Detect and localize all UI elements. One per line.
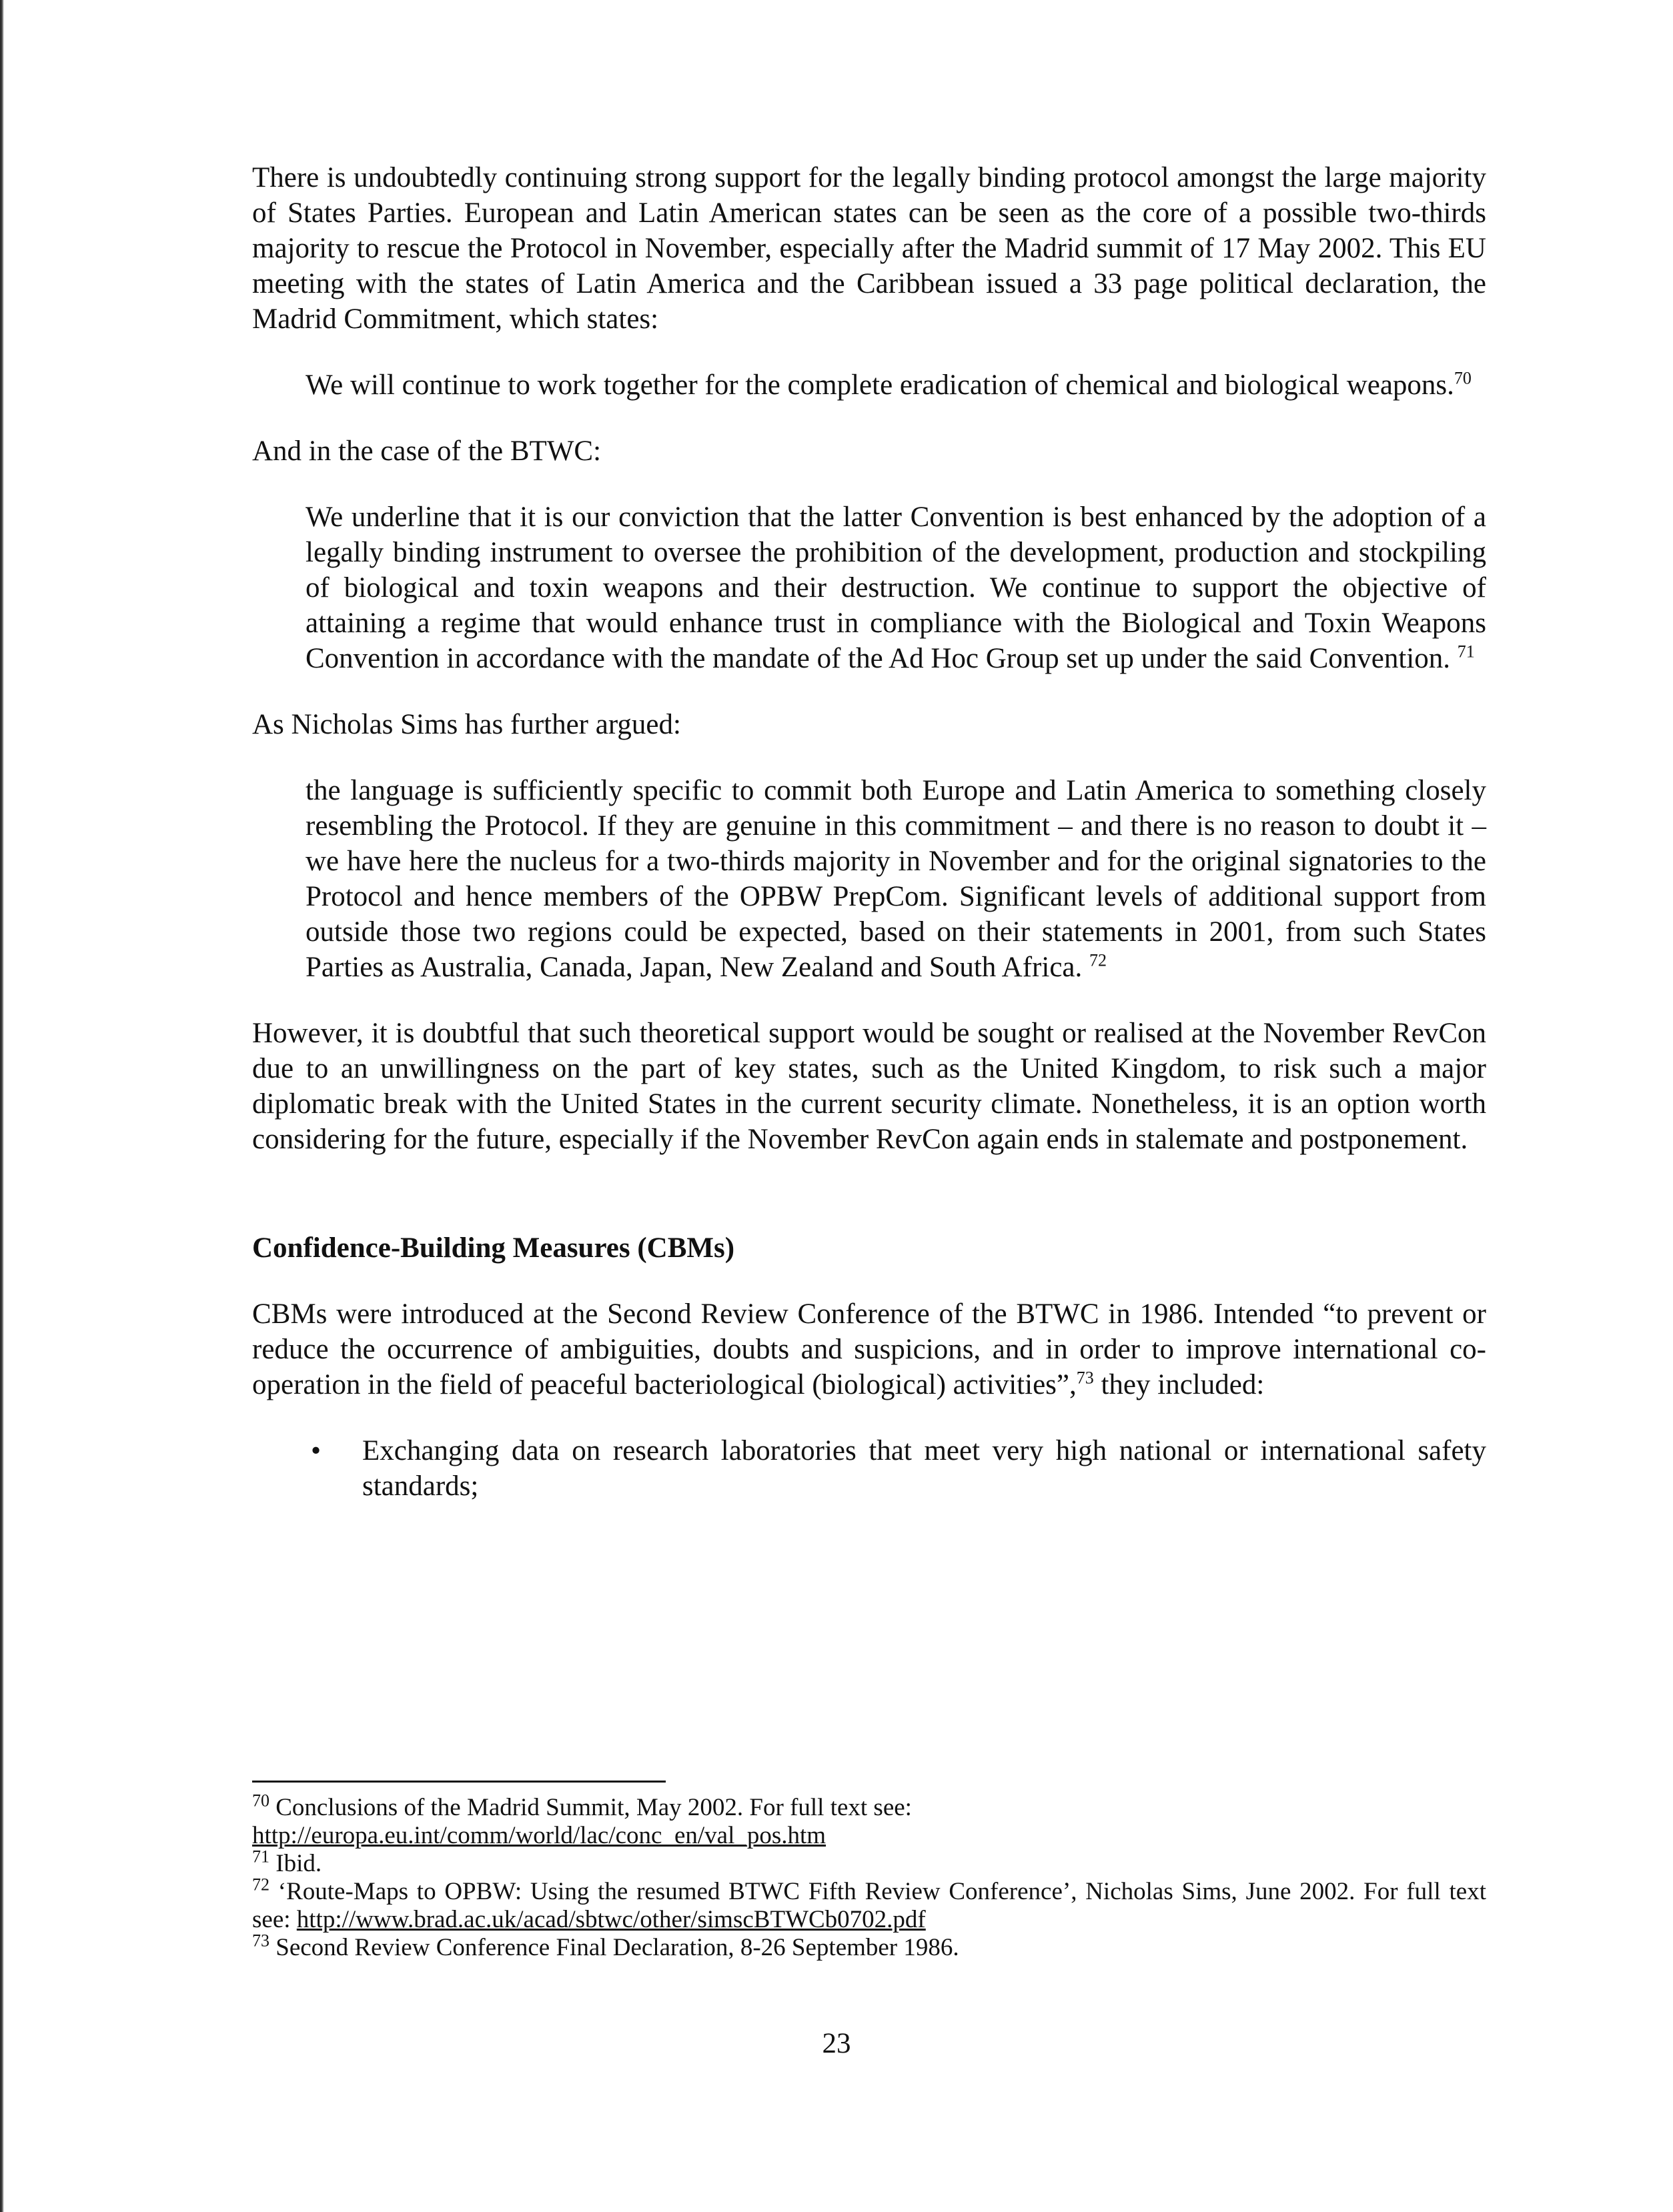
quote-btwc-conviction xyxy=(306,499,1486,676)
document-body xyxy=(252,160,1486,1504)
page-number: 23 xyxy=(822,2028,851,2059)
paragraph-text: As Nicholas Sims has further argued: xyxy=(252,709,681,740)
footnote-number: 71 xyxy=(252,1847,269,1867)
paragraph-text: And in the case of the BTWC: xyxy=(252,435,602,467)
footnote-divider xyxy=(252,1781,666,1783)
footnote-text: ‘Route-Maps to OPBW: Using the resumed BTWC Fifth Review Conference’, Nicholas Sims, June 2002. For full text see: xyxy=(252,1878,1486,1933)
footnote-70 xyxy=(252,1791,1486,1850)
footnotes xyxy=(252,1791,1486,1962)
footnote-ref-73[interactable]: 73 xyxy=(1076,1368,1094,1388)
quote-text: the language is sufficiently specific to commit both Europe and Latin America to something closely resembling the Protocol. If they are genuine in this commitment – and there is no reason to doubt it – we have here the nucleus for a two-thirds majority in November and for the original signatories to the Protocol and hence members of the OPBW PrepCom. Significant levels of additional support from outside those two regions could be expected, based on their statements in 2001, from such States Parties as Australia, Canada, Japan, New Zealand and South Africa. xyxy=(306,775,1486,983)
quote-sims-argument xyxy=(306,773,1486,985)
paragraph-protocol-support xyxy=(252,160,1486,337)
footnote-ref-72[interactable]: 72 xyxy=(1089,950,1107,970)
footnote-72 xyxy=(252,1875,1486,1934)
footnote-text: Second Review Conference Final Declaration, 8-26 September 1986. xyxy=(269,1934,959,1961)
list-item xyxy=(252,1433,1486,1504)
list-item-text: Exchanging data on research laboratories that meet very high national or international safety standards; xyxy=(362,1435,1486,1502)
footnote-link[interactable]: http://europa.eu.int/comm/world/lac/conc_en/val_pos.htm xyxy=(252,1822,826,1849)
quote-madrid-commitment xyxy=(306,367,1486,403)
paragraph-btwc-case xyxy=(252,433,1486,469)
footnote-number: 70 xyxy=(252,1791,269,1811)
paragraph-cbm-intro xyxy=(252,1296,1486,1402)
footnote-number: 72 xyxy=(252,1875,269,1895)
cbm-list xyxy=(252,1433,1486,1504)
footnote-text: Ibid. xyxy=(269,1850,322,1877)
paragraph-text: There is undoubtedly continuing strong support for the legally binding protocol amongst the large majority of States Parties. European and Latin American states can be seen as the core of a possible two-thirds majority to rescue the Protocol in November, especially after the Madrid summit of 17 May 2002. This EU meeting with the states of Latin America and the Caribbean issued a 33 page political declaration, the Madrid Commitment, which states: xyxy=(252,162,1486,335)
bullet-icon: • xyxy=(311,1435,322,1466)
paragraph-text: However, it is doubtful that such theoretical support would be sought or realised at the November RevCon due to an unwillingness on the part of key states, such as the United Kingdom, to risk such a major diplomatic break with the United States in the current security climate. Nonetheless, it is an option worth considering for the future, especially if the November RevCon again ends in stalemate and postponement. xyxy=(252,1018,1486,1155)
footnote-73 xyxy=(252,1931,1486,1962)
quote-text: We will continue to work together for the complete eradication of chemical and biological weapons. xyxy=(306,369,1454,401)
footnote-ref-71[interactable]: 71 xyxy=(1457,642,1475,662)
paragraph-text: CBMs were introduced at the Second Review Conference of the BTWC in 1986. Intended “to prevent or reduce the occurrence of ambiguities, doubts and suspicions, and in order to improve international co-operation in the field of peaceful bacteriological (biological) activities”, xyxy=(252,1298,1486,1400)
paragraph-sims-intro xyxy=(252,707,1486,742)
quote-text: We underline that it is our conviction that the latter Convention is best enhanced by the adoption of a legally binding instrument to oversee the prohibition of the development, production and stockpiling of biological and toxin weapons and their destruction. We continue to support the objective of attaining a regime that would enhance trust in compliance with the Biological and Toxin Weapons Convention in accordance with the mandate of the Ad Hoc Group set up under the said Convention. xyxy=(306,501,1486,674)
footnote-text: Conclusions of the Madrid Summit, May 2002. For full text see: xyxy=(269,1794,912,1821)
section-heading: Confidence-Building Measures (CBMs) xyxy=(252,1232,735,1264)
footnote-link[interactable]: http://www.brad.ac.uk/acad/sbtwc/other/simscBTWCb0702.pdf xyxy=(296,1906,926,1933)
footnote-71 xyxy=(252,1847,1486,1878)
paragraph-text-tail: they included: xyxy=(1093,1369,1265,1400)
scan-edge xyxy=(0,0,4,2212)
paragraph-revcon-doubt xyxy=(252,1016,1486,1157)
footnote-number: 73 xyxy=(252,1931,269,1951)
footnote-ref-70[interactable]: 70 xyxy=(1454,368,1472,388)
